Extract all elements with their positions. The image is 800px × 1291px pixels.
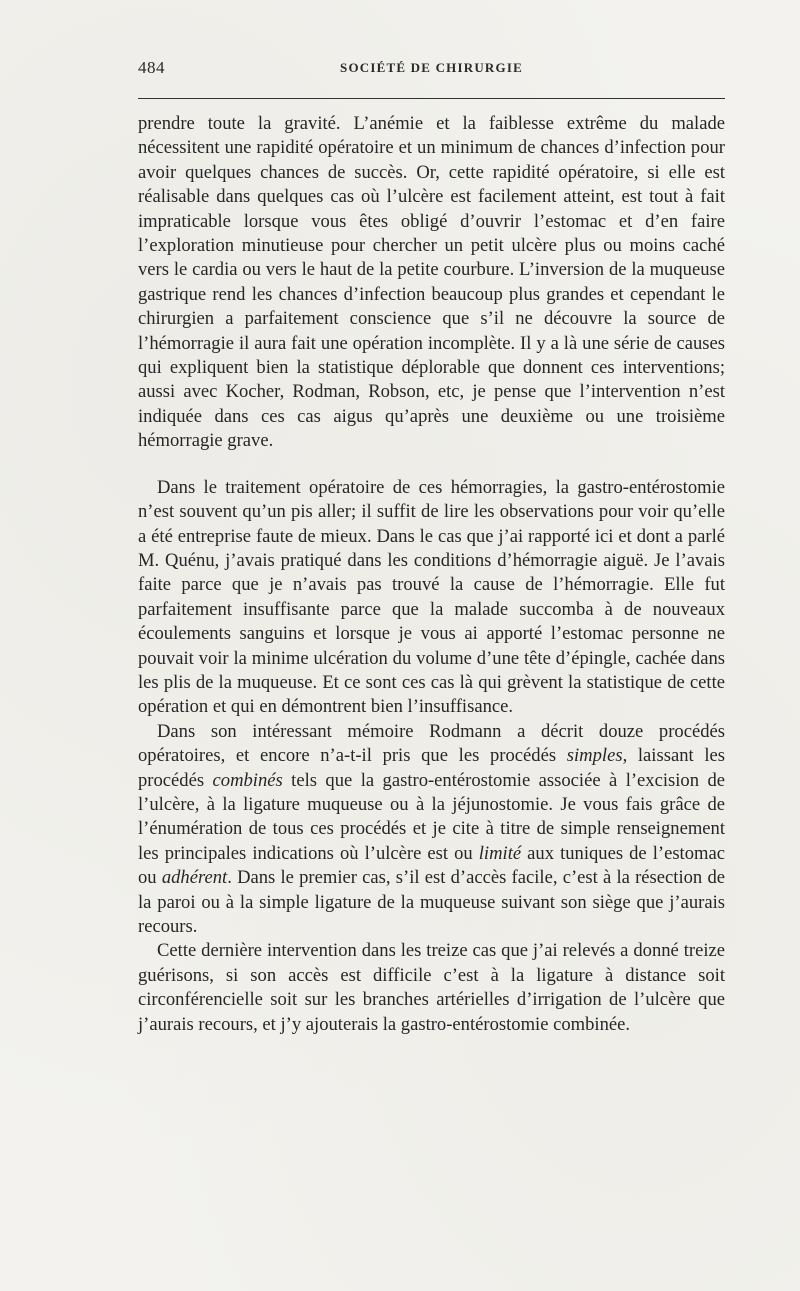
running-title: SOCIÉTÉ DE CHIRURGIE [340,60,523,75]
emphasis-combines: combinés [212,769,283,791]
paragraph-3 [138,720,725,940]
body-text [138,112,725,1037]
paragraph-3-part-5: . Dans le premier cas, s’il est d’accès facile, c’est à la résection de la paroi ou à la simple ligature de la muqueuse suivant son siège que j’aurais recours. [138,867,725,937]
header-rule [138,98,725,99]
paragraph-2: Dans le traitement opératoire de ces hémorragies, la gastro-entérostomie n’est souvent qu’un pis aller; il suffit de lire les observations pour voir qu’elle a été entreprise faute de mieux. Dans le cas que j’ai rapporté ici et dont a parlé M. Quénu, j’avais pratiqué dans les conditions d’hémorragie aiguë. Je l’avais faite parce que je n’avais pas trouvé la cause de l’hémorragie. Elle fut parfaitement insuffisante parce que la malade succomba à de nouveaux écoulements sanguins et lorsque je vous ai apporté l’estomac personne ne pouvait voir la minime ulcération du volume d’une tête d’épingle, cachée dans les plis de la muqueuse. Et ce sont ces cas là qui grèvent la statistique de cette opération et qui en démontrent bien l’insuffisance. [138,476,725,718]
page-number: 484 [138,58,165,77]
paragraph-3-part-1: Dans son intéressant mémoire Rodmann a décrit douze procédés opératoires, et encore n’a-t-il pris que les procédés [138,720,725,767]
page-header [138,58,725,86]
paragraph-3-part-4: aux tuniques de l’estomac ou [138,842,725,889]
emphasis-simples: simples [566,745,623,767]
emphasis-limite: limité [478,842,522,864]
paragraph-4: Cette dernière intervention dans les treize cas que j’ai relevés a donné treize guérisons, si son accès est difficile c’est à la ligature à distance soit circonférencielle soit sur les branches artérielles d’irrigation de l’ulcère que j’aurais recours, et j’y ajouterais la gastro-entérostomie combinée. [138,940,725,1035]
paragraph-3-part-3: tels que la gastro-entérostomie associée à l’excision de l’ulcère, à la ligature muqueuse ou à la jéjunostomie. Je vous fais grâce de l’énumération de tous ces procédés et je cite à titre de simple renseignement les principales indications où l’ulcère est ou [138,769,725,864]
paragraph-3-part-2: , laissant les procédés [138,745,726,791]
paragraph-1: prendre toute la gravité. L’anémie et la faiblesse extrême du malade nécessitent une rapidité opératoire et un minimum de chances d’infection pour avoir quelques chances de succès. Or, cette rapidité opératoire, si elle est réalisable dans quelques cas où l’ulcère est facilement atteint, est tout à fait impraticable lorsque vous êtes obligé d’ouvrir l’estomac et d’en faire l’exploration minutieuse pour chercher un petit ulcère plus ou moins caché vers le cardia ou vers le haut de la petite courbure. L’inversion de la muqueuse gastrique rend les chances d’infection beaucoup plus grandes et cependant le chirurgien a parfaitement conscience que s’il ne découvre la source de l’hémorragie il aura fait une opération incomplète. Il y a là une série de causes qui expliquent bien la statistique déplorable que donnent ces interventions; aussi avec Kocher, Rodman, Robson, etc, je pense que l’intervention n’est indiquée dans ces cas aigus qu’après une deuxième ou une troisième hémorragie grave. [138,113,725,452]
emphasis-adherent: adhérent [161,867,228,889]
